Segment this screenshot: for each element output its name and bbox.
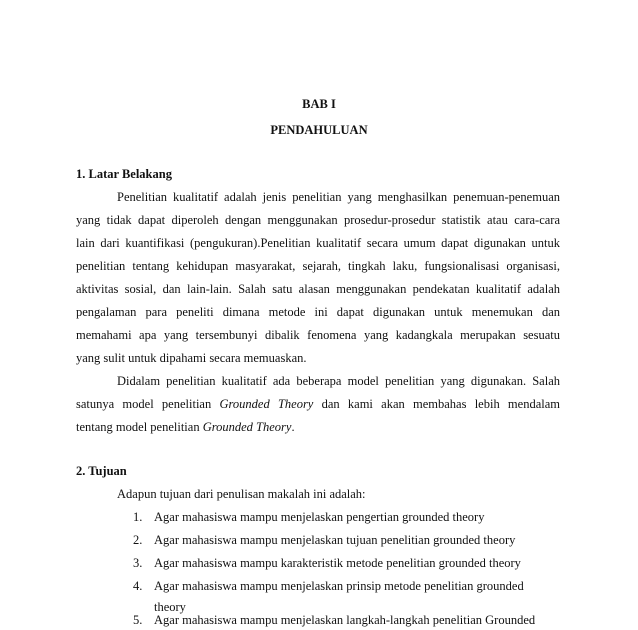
text-segment: . bbox=[291, 420, 295, 434]
list-item: Agar mahasiswa mampu menjelaskan langkah-langkah penelitian Grounded bbox=[154, 613, 536, 627]
paragraph-line: lain dari kuantifikasi (pengukuran).Penelitian kualitatif secara umum dapat digunakan untuk bbox=[76, 236, 560, 250]
paragraph-line: Penelitian kualitatif adalah jenis penelitian yang menghasilkan penemuan-penemuan bbox=[117, 190, 560, 204]
paragraph-line: pengalaman para peneliti dimana metode ini dapat digunakan untuk menemukan dan bbox=[76, 305, 560, 319]
paragraph-line bbox=[76, 397, 560, 412]
tujuan-intro: Adapun tujuan dari penulisan makalah ini adalah: bbox=[117, 487, 366, 501]
emphasis-grounded-theory: Grounded Theory bbox=[202, 420, 292, 434]
list-number: 2. bbox=[133, 533, 143, 547]
list-item: Agar mahasiswa mampu menjelaskan tujuan penelitian grounded theory bbox=[154, 533, 516, 547]
list-item: Agar mahasiswa mampu karakteristik metode penelitian grounded theory bbox=[154, 556, 521, 570]
chapter-number: BAB I bbox=[302, 97, 336, 111]
list-item: Agar mahasiswa mampu menjelaskan pengertian grounded theory bbox=[154, 510, 485, 524]
list-number: 3. bbox=[133, 556, 143, 570]
paragraph-line: aktivitas sosial, dan lain-lain. Salah satu alasan menggunakan pendekatan kualitatif adalah bbox=[76, 282, 560, 296]
paragraph-line: penelitian tentang kehidupan masyarakat, sejarah, tingkah laku, fungsionalisasi organisasi, bbox=[76, 259, 560, 273]
list-item-continuation: theory bbox=[154, 600, 186, 614]
paragraph-line: yang tidak dapat diperoleh dengan menggunakan prosedur-prosedur statistik atau cara-cara bbox=[76, 213, 560, 227]
paragraph-line bbox=[76, 420, 560, 435]
text-segment: dan kami akan membahas lebih mendalam bbox=[313, 397, 560, 411]
list-number: 4. bbox=[133, 579, 143, 593]
list-item: Agar mahasiswa mampu menjelaskan prinsip metode penelitian grounded bbox=[154, 579, 524, 593]
text-segment: tentang model penelitian bbox=[76, 420, 203, 434]
paragraph-line: memahami apa yang tersembunyi dibalik fenomena yang kadangkala merupakan sesuatu bbox=[76, 328, 560, 342]
section-heading-tujuan: 2. Tujuan bbox=[76, 464, 127, 478]
chapter-title: PENDAHULUAN bbox=[270, 123, 368, 137]
paragraph-line: yang sulit untuk dipahami secara memuaskan. bbox=[76, 351, 307, 365]
list-number: 5. bbox=[133, 613, 143, 627]
section-heading-latar-belakang: 1. Latar Belakang bbox=[76, 167, 172, 181]
emphasis-grounded-theory: Grounded Theory bbox=[219, 397, 314, 411]
paragraph-line: Didalam penelitian kualitatif ada beberapa model penelitian yang digunakan. Salah bbox=[117, 374, 560, 388]
text-segment: satunya model penelitian bbox=[76, 397, 220, 411]
list-number: 1. bbox=[133, 510, 143, 524]
